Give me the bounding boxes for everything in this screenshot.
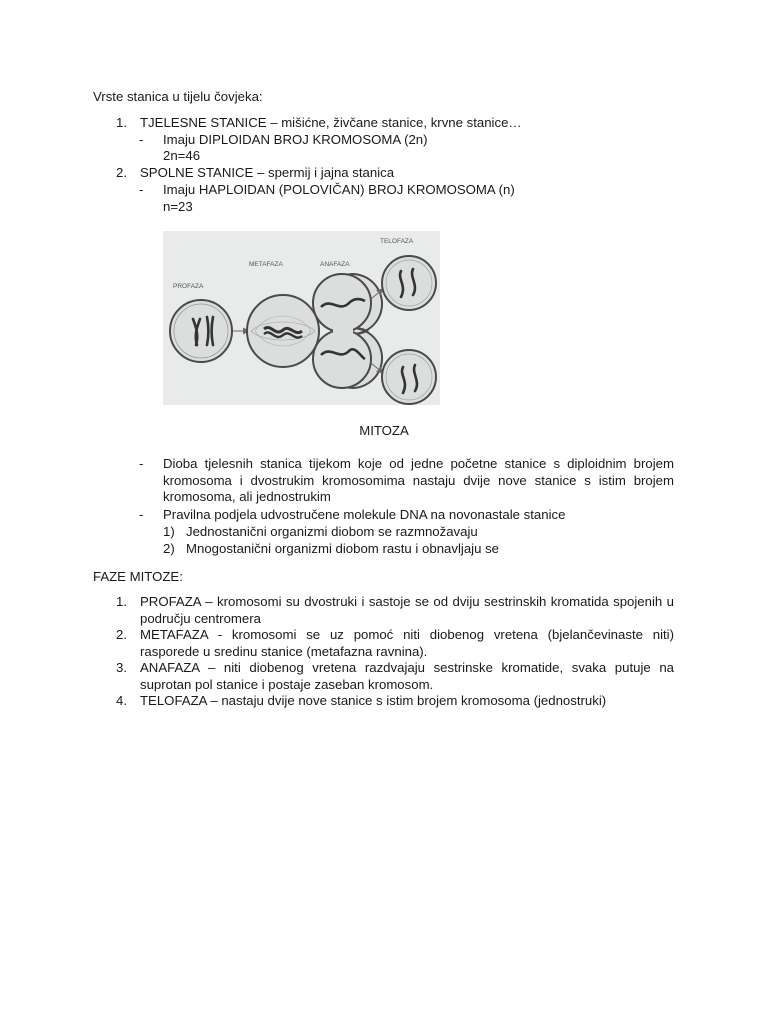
cell-type-title: SPOLNE STANICE – spermij i jajna stanica (140, 165, 395, 180)
cell-type-formula: n=23 (163, 199, 193, 214)
phases-heading: FAZE MITOZE: (93, 569, 183, 584)
dash-marker: - (139, 132, 144, 147)
dash-marker: - (139, 456, 144, 471)
intro-heading: Vrste stanica u tijelu čovjeka: (93, 89, 263, 104)
label-telofaza: TELOFAZA (380, 238, 414, 245)
phase-number: 1. (116, 594, 127, 609)
cell-type-title: TJELESNE STANICE – mišićne, živčane stanice, krvne stanice… (140, 115, 522, 130)
label-anafaza: ANAFAZA (320, 261, 350, 268)
cell-type-bullet: Imaju DIPLOIDAN BROJ KROMOSOMA (2n) (163, 132, 428, 147)
telophase-cell-top (382, 256, 436, 310)
phase-number: 2. (116, 627, 127, 642)
mitosis-diagram (163, 231, 440, 405)
phase-text: TELOFAZA – nastaju dvije nove stanice s istim brojem kromosoma (jednostruki) (140, 693, 607, 708)
mitosis-figure (163, 231, 440, 405)
figure-caption: MITOZA (359, 423, 409, 438)
list-number: 2. (116, 165, 127, 180)
telophase-cell-bottom (382, 350, 436, 404)
sub-point-number: 1) (163, 524, 175, 539)
phase-text: METAFAZA - kromosomi se uz pomoć niti diobenog vretena (bjelančevinaste niti) rasporede u sredinu stanice (metafazna ravnina). (140, 627, 674, 659)
phase-number: 3. (116, 660, 127, 675)
metaphase-cell (247, 295, 319, 367)
label-profaza: PROFAZA (173, 283, 204, 290)
prophase-cell (170, 300, 232, 362)
list-number: 1. (116, 115, 127, 130)
mitosis-point: Pravilna podjela udvostručene molekule DNA na novonastale stanice (163, 507, 566, 522)
cell-type-formula: 2n=46 (163, 148, 201, 163)
sub-point-text: Mnogostanični organizmi diobom rastu i obnavljaju se (186, 541, 500, 556)
dash-marker: - (139, 507, 144, 522)
phase-text: PROFAZA – kromosomi su dvostruki i sastoje se od dviju sestrinskih kromatida spojenih u području centromera (140, 594, 674, 626)
sub-point-text: Jednostanični organizmi diobom se razmnožavaju (186, 524, 478, 539)
anaphase-cell (313, 274, 382, 388)
dash-marker: - (139, 182, 144, 197)
label-metafaza: METAFAZA (249, 261, 283, 268)
mitosis-point: Dioba tjelesnih stanica tijekom koje od jedne početne stanice s diploidnim brojem kromosoma i dvostrukim kromosomima nastaju dvije nove stanice s istim brojem kromosoma, ali jednostrukim (163, 456, 674, 505)
sub-point-number: 2) (163, 541, 175, 556)
phase-text: ANAFAZA – niti diobenog vretena razdvajaju sestrinske kromatide, svaka putuje na suprotan pol stanice i postaje zaseban kromosom. (140, 660, 674, 692)
phase-number: 4. (116, 693, 127, 708)
cell-type-bullet: Imaju HAPLOIDAN (POLOVIČAN) BROJ KROMOSOMA (n) (163, 182, 515, 197)
